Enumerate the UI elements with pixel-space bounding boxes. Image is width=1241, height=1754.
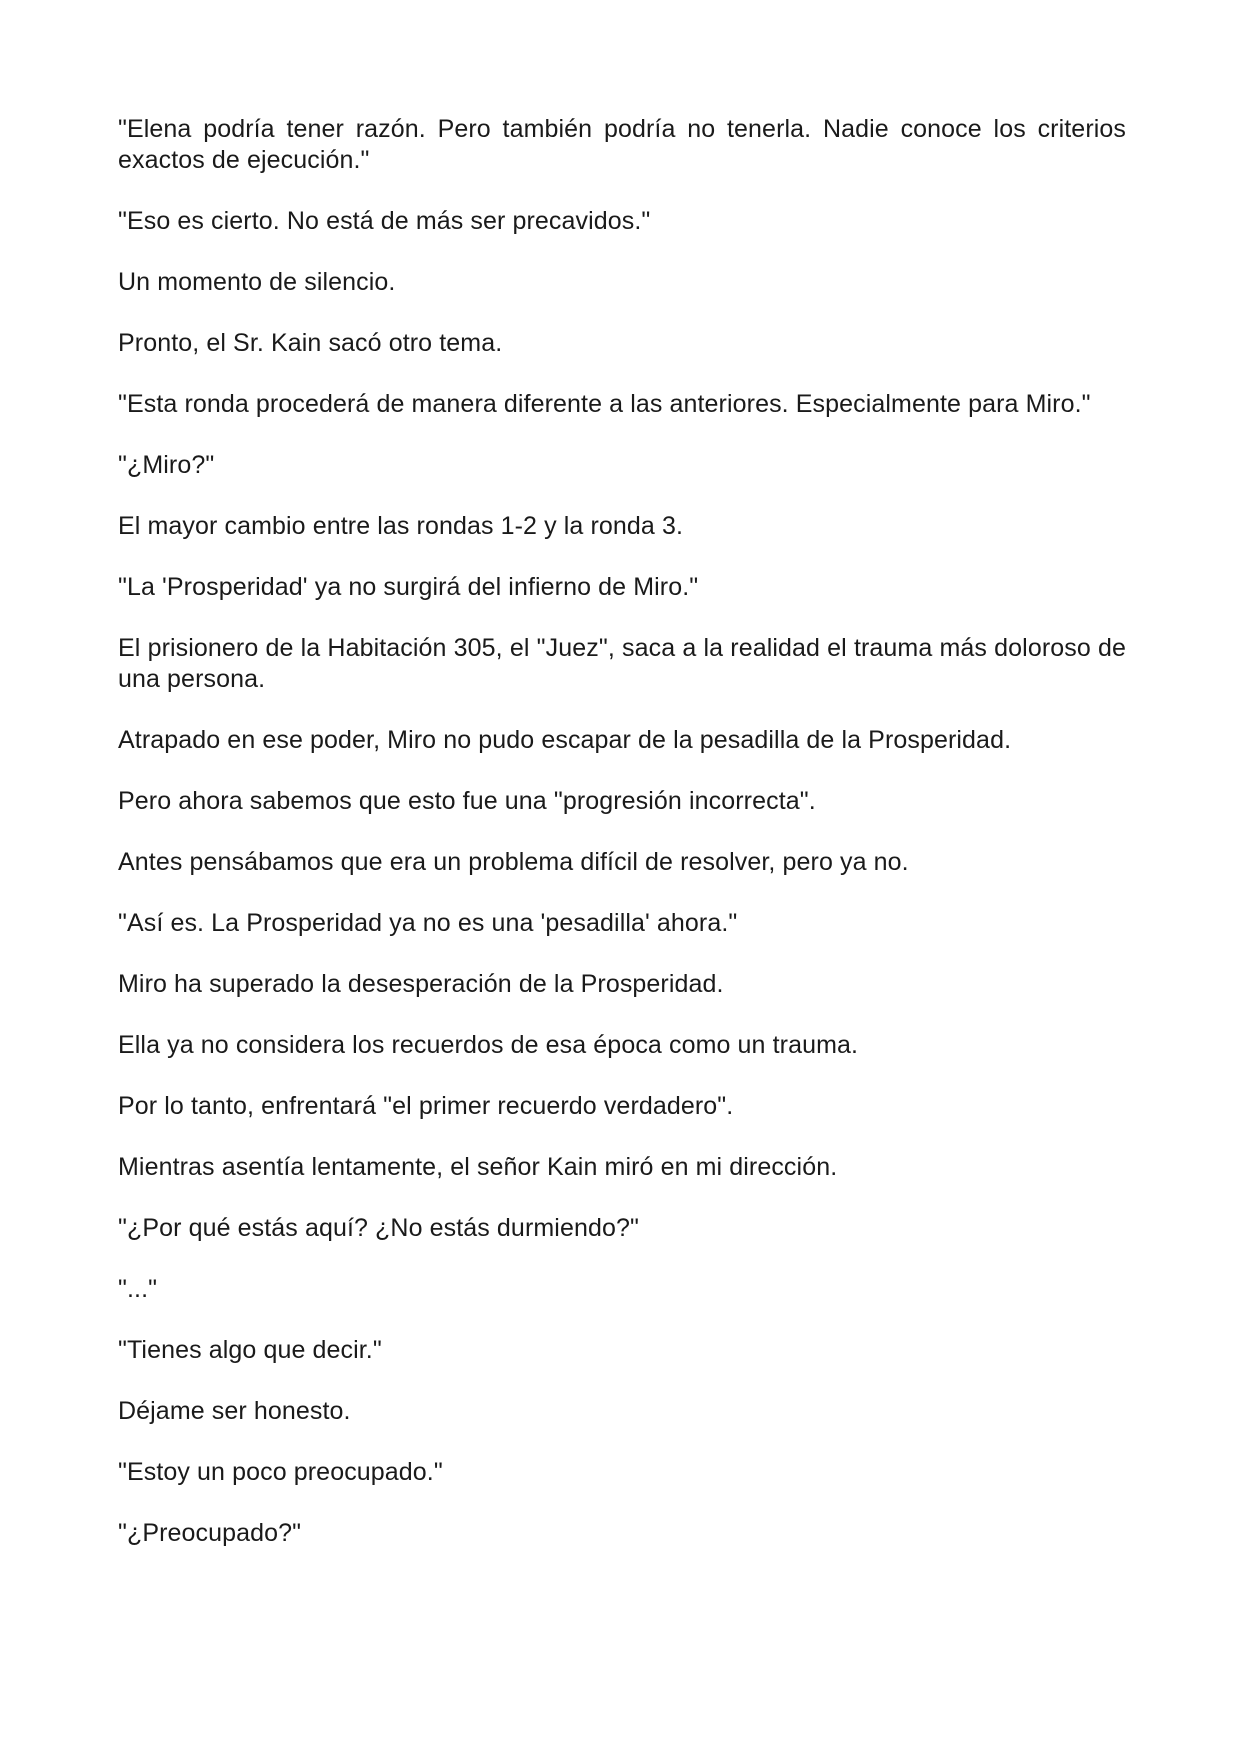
paragraph: Mientras asentía lentamente, el señor Kain miró en mi dirección. bbox=[118, 1153, 838, 1181]
paragraph: Miro ha superado la desesperación de la Prosperidad. bbox=[118, 970, 724, 998]
paragraph: "Estoy un poco preocupado." bbox=[118, 1458, 443, 1486]
paragraph: Ella ya no considera los recuerdos de esa época como un trauma. bbox=[118, 1031, 859, 1059]
paragraph: "Eso es cierto. No está de más ser precavidos." bbox=[118, 207, 651, 235]
paragraph: El mayor cambio entre las rondas 1-2 y la ronda 3. bbox=[118, 512, 683, 540]
paragraph: "Tienes algo que decir." bbox=[118, 1336, 382, 1364]
paragraph: "Esta ronda procederá de manera diferente a las anteriores. Especialmente para Miro." bbox=[118, 390, 1091, 418]
document-body bbox=[118, 114, 1126, 1579]
paragraph: "¿Miro?" bbox=[118, 451, 215, 479]
paragraph: "Elena podría tener razón. Pero también podría no tenerla. Nadie conoce los criterios exactos de ejecución." bbox=[118, 115, 1126, 174]
paragraph: "..." bbox=[118, 1275, 158, 1303]
paragraph: "Así es. La Prosperidad ya no es una 'pesadilla' ahora." bbox=[118, 909, 738, 937]
paragraph: Atrapado en ese poder, Miro no pudo escapar de la pesadilla de la Prosperidad. bbox=[118, 726, 1012, 754]
paragraph: "La 'Prosperidad' ya no surgirá del infierno de Miro." bbox=[118, 573, 699, 601]
paragraph: "¿Por qué estás aquí? ¿No estás durmiendo?" bbox=[118, 1214, 639, 1242]
paragraph: Por lo tanto, enfrentará "el primer recuerdo verdadero". bbox=[118, 1092, 734, 1120]
paragraph: Pronto, el Sr. Kain sacó otro tema. bbox=[118, 329, 503, 357]
paragraph: "¿Preocupado?" bbox=[118, 1519, 302, 1547]
paragraph: Pero ahora sabemos que esto fue una "progresión incorrecta". bbox=[118, 787, 816, 815]
paragraph: El prisionero de la Habitación 305, el "Juez", saca a la realidad el trauma más doloroso de una persona. bbox=[118, 634, 1126, 693]
paragraph: Déjame ser honesto. bbox=[118, 1397, 351, 1425]
paragraph: Un momento de silencio. bbox=[118, 268, 396, 296]
paragraph: Antes pensábamos que era un problema difícil de resolver, pero ya no. bbox=[118, 848, 909, 876]
